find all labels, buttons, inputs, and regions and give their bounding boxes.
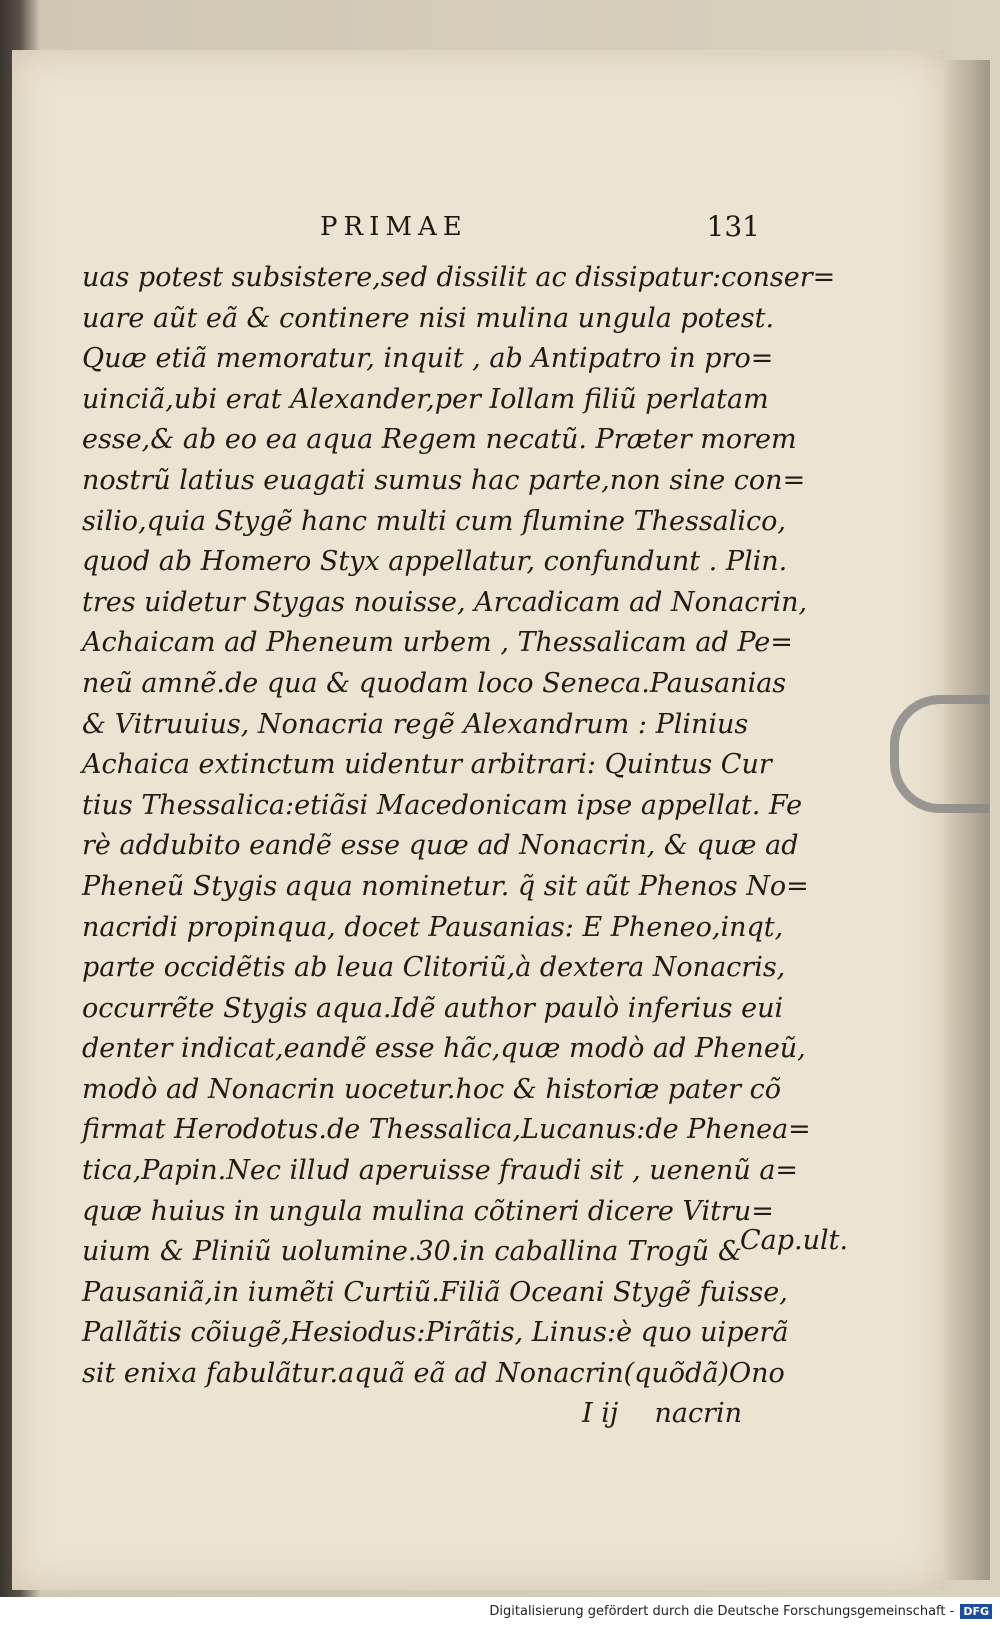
text-line: nostrũ latius euagati sumus hac parte,non sine con=	[82, 464, 806, 496]
dfg-logo: DFG	[960, 1604, 992, 1619]
page-header	[80, 212, 780, 252]
text-line: firmat Herodotus.de Thessalica,Lucanus:de Phenea=	[82, 1114, 811, 1146]
text-line: quod ab Homero Styx appellatur, confundunt . Plin.	[82, 546, 788, 578]
text-line: quæ huius in ungula mulina cõtineri dicere Vitru=	[82, 1195, 774, 1227]
page-clip	[890, 695, 989, 813]
text-line: parte occidẽtis ab leua Clitoriũ,à dextera Nonacris,	[82, 952, 786, 984]
text-line: Pallãtis cõiugẽ,Hesiodus:Pirãtis, Linus:è quo uiperã	[82, 1317, 789, 1349]
text-line: esse,& ab eo ea aqua Regem necatũ. Præter morem	[82, 424, 797, 456]
text-line: denter indicat,eandẽ esse hãc,quæ modò ad Pheneũ,	[82, 1033, 806, 1065]
text-line: uium & Pliniũ uolumine.30.in caballina Trogũ &	[82, 1236, 742, 1268]
text-line: tius Thessalica:etiãsi Macedonicam ipse appellat. Fe	[82, 789, 803, 821]
page-number: 131	[706, 210, 760, 243]
text-line: rè addubito eandẽ esse quæ ad Nonacrin, & quæ ad	[82, 830, 799, 862]
text-line: silio,quia Stygẽ hanc multi cum flumine Thessalico,	[82, 505, 787, 537]
text-line: tres uidetur Stygas nouisse, Arcadicam ad Nonacrin,	[82, 586, 808, 618]
text-line: modò ad Nonacrin uocetur.hoc & historiæ pater cõ	[82, 1073, 781, 1105]
text-line: uare aũt eã & continere nisi mulina ungula potest.	[82, 302, 775, 334]
text-line: tica,Papin.Nec illud aperuisse fraudi sit , uenenũ a=	[82, 1155, 799, 1187]
text-line: Achaica extinctum uidentur arbitrari: Quintus Cur	[82, 749, 772, 781]
catchword: nacrin	[654, 1398, 742, 1429]
signature-line	[582, 1398, 742, 1429]
text-line: & Vitruuius, Nonacria regẽ Alexandrum : Plinius	[82, 708, 749, 740]
text-line: Pausaniã,in iumẽti Curtiũ.Filiã Oceani Stygẽ fuisse,	[82, 1276, 788, 1308]
text-line: occurrẽte Stygis aqua.Idẽ author paulò inferius eui	[82, 992, 784, 1024]
signature-mark: I ij	[582, 1398, 619, 1429]
running-head: PRIMAE	[320, 212, 468, 242]
footer-credit: Digitalisierung gefördert durch die Deutsche Forschungsgemeinschaft -	[489, 1603, 955, 1619]
text-line: nacridi propinqua, docet Pausanias: E Pheneo,inqt,	[82, 911, 784, 943]
margin-note: Cap.ult.	[740, 1225, 849, 1256]
text-line: uas potest subsistere,sed dissilit ac dissipatur:conser=	[82, 262, 836, 293]
text-line: Quæ etiã memoratur, inquit , ab Antipatro in pro=	[82, 343, 774, 375]
text-line: sit enixa fabulãtur.aquã eã ad Nonacrin(quõdã)Ono	[82, 1358, 785, 1390]
footer-bar	[0, 1597, 1000, 1625]
text-line: neũ amnẽ.de qua & quodam loco Seneca.Pausanias	[82, 667, 787, 699]
text-line: Achaicam ad Pheneum urbem , Thessalicam ad Pe=	[82, 627, 793, 659]
text-line: Pheneũ Stygis aqua nominetur. q̃ sit aũt Phenos No=	[82, 870, 809, 902]
text-line: uinciã,ubi erat Alexander,per Iollam filiũ perlatam	[82, 383, 769, 415]
